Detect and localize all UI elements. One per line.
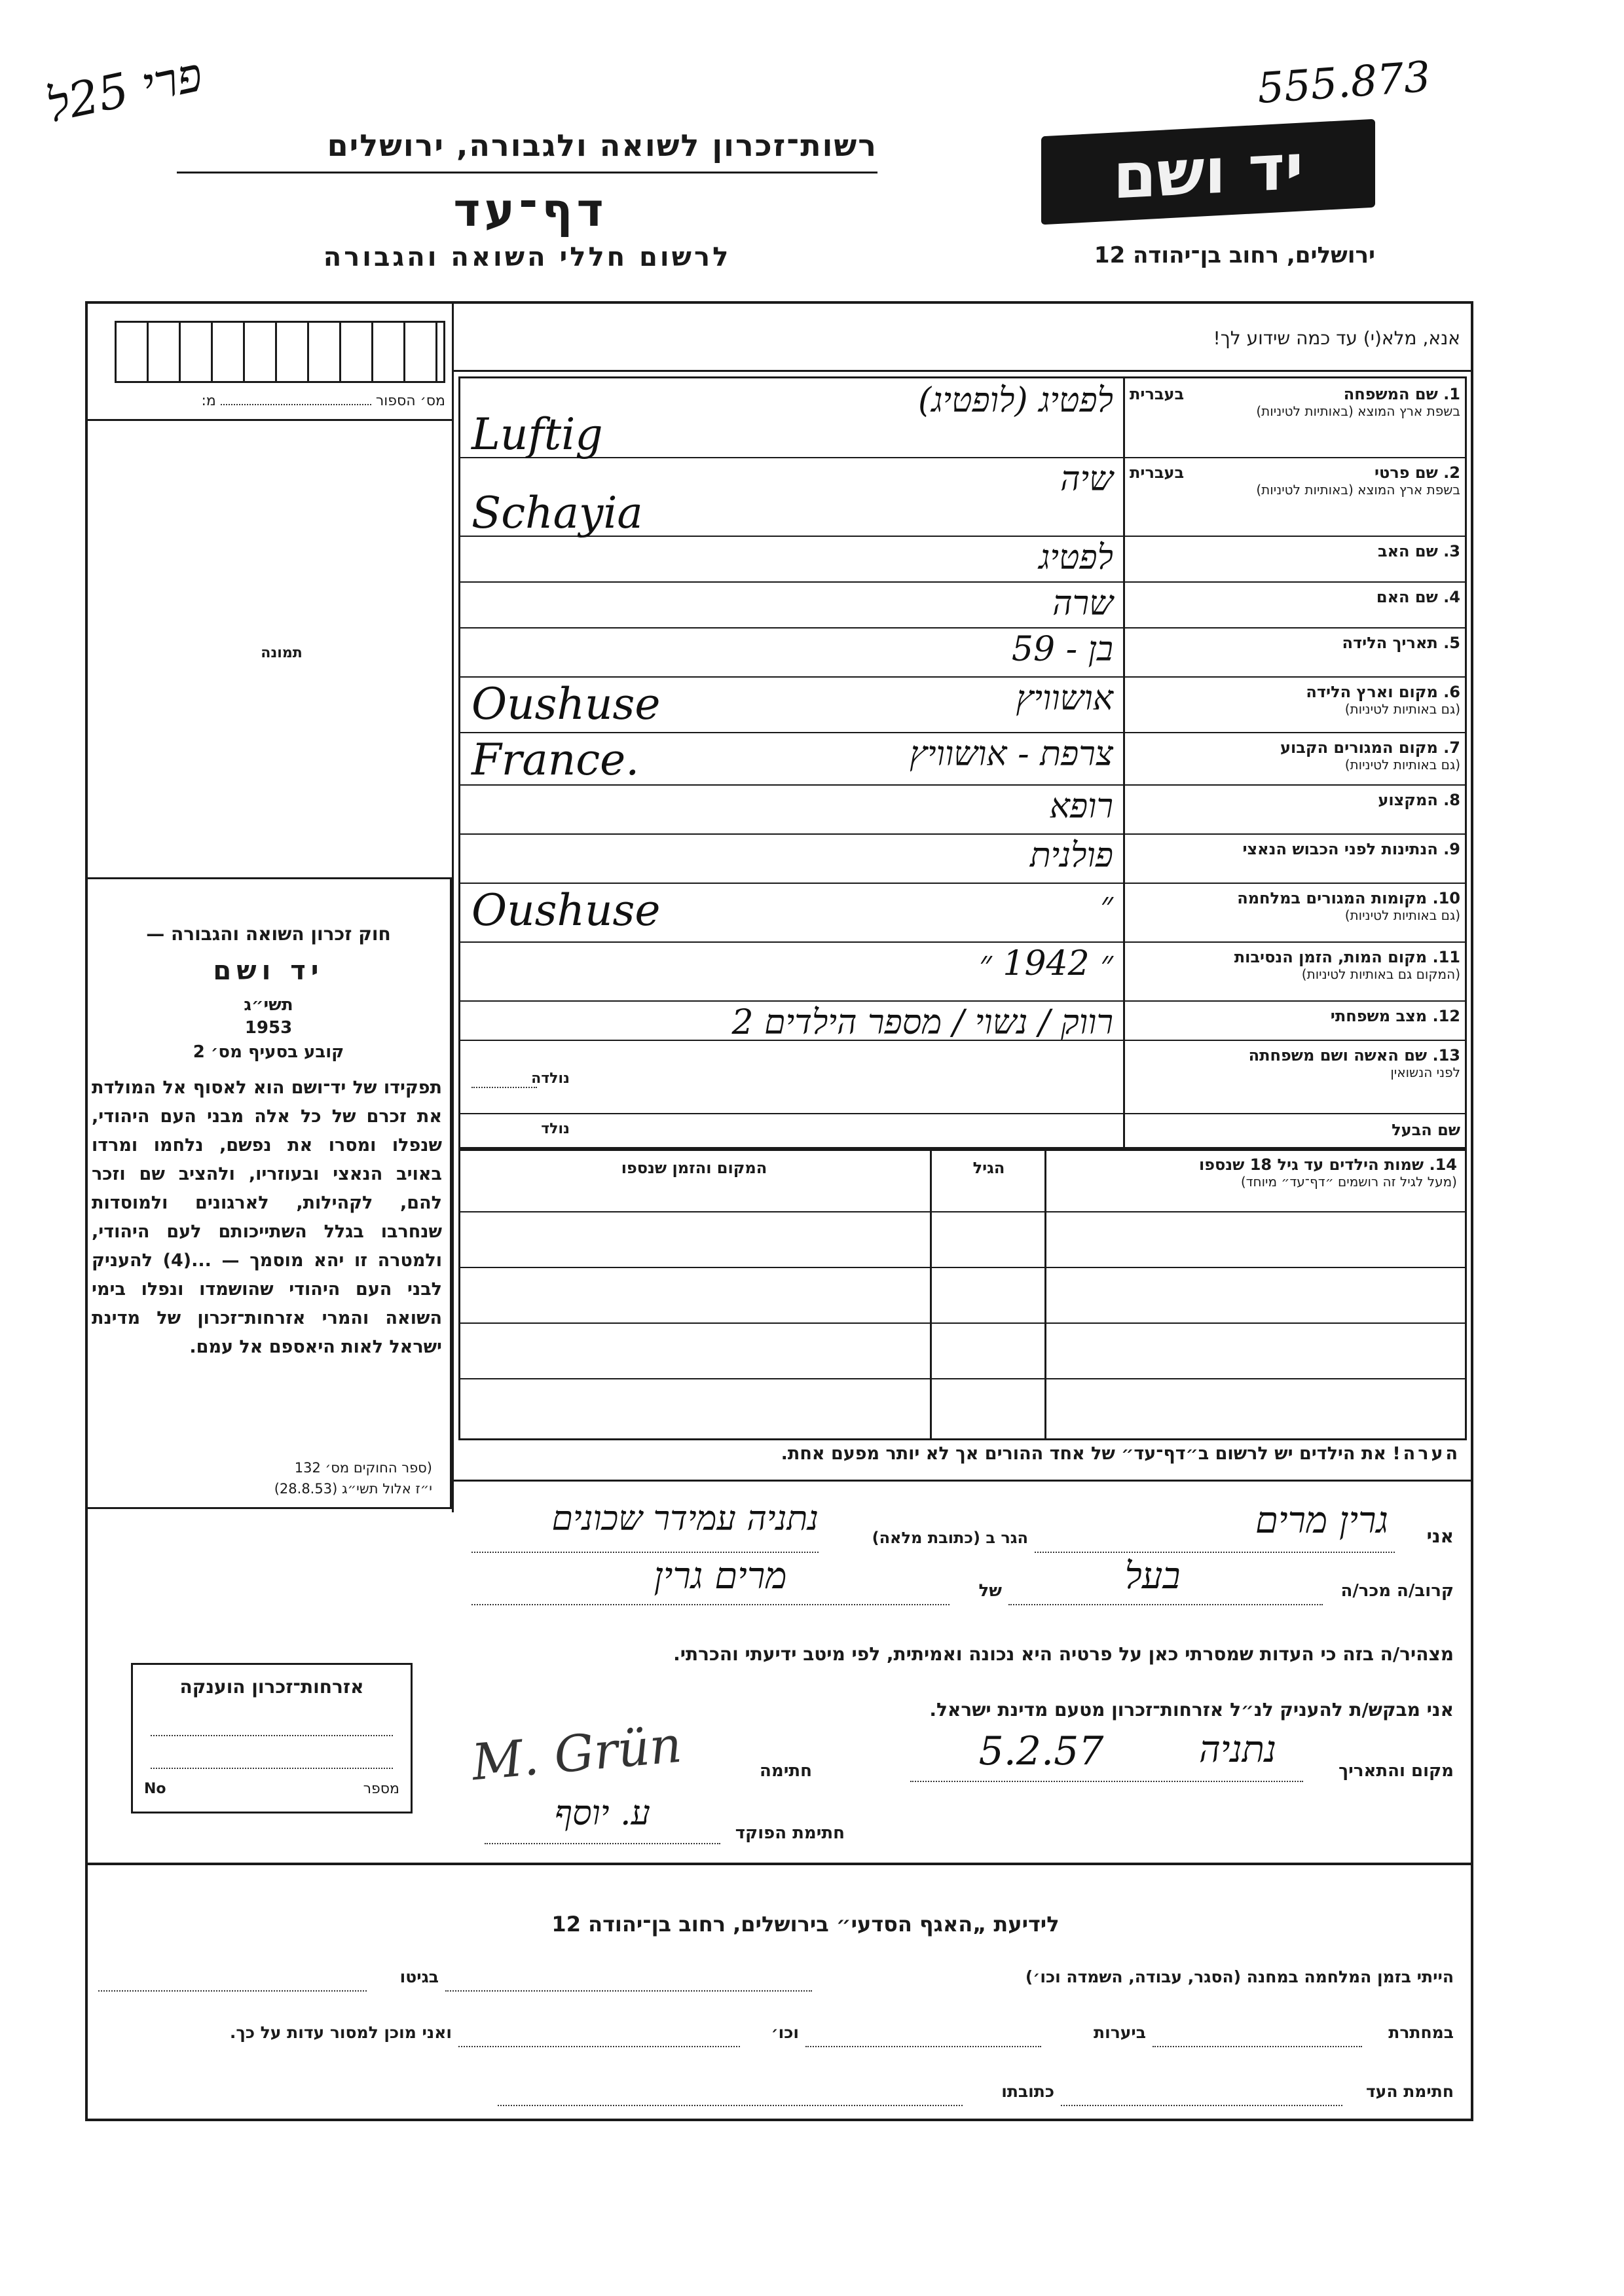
field-value-hebrew: צרפת - אושוויץ — [909, 735, 1113, 774]
relative-label: קרוב/ה מכר/ה — [1340, 1581, 1454, 1601]
certificate-no-label: No — [144, 1781, 166, 1797]
children-age-header: הגיל — [972, 1159, 1005, 1177]
field-title: מקום המות, הזמן הנסיבות — [1234, 948, 1428, 966]
field-label — [1130, 1046, 1460, 1065]
field-hebrew-tag: בעברית — [1130, 464, 1185, 482]
field-number: 10. — [1432, 889, 1460, 907]
note-text: את הילדים יש לרשום ב״דף־עד״ של אחד ההורים אך לא יותר מפעם אחת. — [781, 1444, 1386, 1464]
field-value-latin: France. — [471, 735, 640, 785]
field-sub: (גם באותיות לטיניות) — [1344, 907, 1460, 923]
field-number: 6. — [1443, 683, 1460, 701]
field-label — [1130, 1007, 1460, 1025]
husband-born-label: נולד — [541, 1121, 570, 1137]
footer-line1-dots-b — [98, 1990, 367, 1992]
field-label — [1130, 683, 1460, 701]
logo-text: יד ושם — [1113, 130, 1304, 213]
field-number: 3. — [1443, 542, 1460, 560]
field-label-block — [1130, 840, 1460, 858]
field-title: שם פרטי — [1374, 464, 1438, 482]
footer-line2-dots-a — [1153, 2046, 1362, 2047]
children-col2 — [1044, 1149, 1046, 1440]
photo-top-line — [85, 419, 452, 421]
place-date-label: מקום והתאריך — [1338, 1761, 1454, 1781]
children-sub: (מעל לגיל זה רושמים ״דף־עד״ מיוחד) — [1240, 1174, 1457, 1190]
field-title: שם האשה ושם משפחתה — [1248, 1046, 1428, 1065]
field-value-hebrew: אושוויץ — [1016, 679, 1113, 718]
photo-label: תמונה — [261, 645, 303, 661]
header-authority-underline — [177, 172, 877, 173]
intro-line — [452, 370, 1473, 372]
declaration-resides-label: הגר ב (כתובת מלאה) — [872, 1529, 1028, 1547]
field-value-latin: Oushuse — [471, 679, 661, 729]
declaration-address-line — [471, 1552, 819, 1553]
field-number: 11. — [1432, 948, 1460, 966]
field-label — [1130, 385, 1460, 403]
footer-line3-a: חתימת העד — [1365, 2082, 1454, 2101]
certificate-number-label: מספר — [363, 1781, 399, 1797]
husband-label: שם הבעל — [1392, 1121, 1460, 1139]
wife-born-text: נולדה — [531, 1070, 570, 1087]
field-value-hebrew: ״ — [1100, 885, 1113, 924]
law-year-heb: תשי״ג — [244, 995, 293, 1015]
of-label: של — [978, 1581, 1002, 1601]
field-title: הנתינות לפני הכבוש הנאצי — [1242, 840, 1438, 858]
children-num: 14. — [1429, 1156, 1457, 1174]
children-label: שמות הילדים עד גיל 18 שנספו — [1198, 1156, 1424, 1174]
record-number-label — [115, 393, 445, 409]
field-value-hebrew: ״ 1942 ״ — [979, 944, 1113, 983]
field-sub: בשפת ארץ המוצא (באותיות לטיניות) — [1256, 482, 1460, 498]
field-value-hebrew: בן - 59 — [1011, 630, 1113, 669]
field-number: 8. — [1443, 791, 1460, 809]
field-title: מקום המגורים הקבוע — [1280, 738, 1438, 757]
law-section: קובע בסעיף מס׳ 2 — [193, 1042, 344, 1062]
field-value-latin: Oushuse — [471, 885, 661, 936]
field-number: 12. — [1432, 1007, 1460, 1025]
field-label — [1130, 464, 1460, 482]
field-sub: (המקום גם באותיות לטיניות) — [1301, 966, 1460, 982]
declaration-address-value: נתניה עמידר שכונים — [551, 1499, 819, 1539]
wife-born-line — [471, 1087, 537, 1088]
certificate-line-1 — [151, 1735, 393, 1736]
declaration-i-value: גרין מרים — [1255, 1499, 1388, 1542]
logo — [1041, 119, 1375, 225]
children-title — [1048, 1156, 1457, 1190]
page-subtitle: לרשום חללי השואה והגבורה — [323, 242, 731, 272]
footer-line2-d: ואני מוכן למסור עדות על כך. — [229, 2023, 452, 2042]
field-label-block — [1130, 1046, 1460, 1080]
signature-label: חתימה — [760, 1761, 812, 1781]
footer-line3-dots-b — [498, 2105, 963, 2106]
footer-line1-a: הייתי בזמן המלחמה במחנה (הסגר, עבודה, השמדה וכו׳) — [1025, 1967, 1454, 1986]
field-title: מקום וארץ הלידה — [1306, 683, 1438, 701]
of-line — [471, 1604, 950, 1605]
field-row-line — [458, 581, 1467, 583]
field-value-hebrew: פולנית — [1029, 836, 1113, 875]
record-number-text: מס׳ הספור — [375, 393, 445, 409]
field-row-line — [458, 1000, 1467, 1002]
corner-note-left: פרי 25ל — [41, 46, 208, 134]
field-label — [1130, 634, 1460, 652]
footer-divider — [85, 1863, 1473, 1865]
field-label-block — [1130, 588, 1460, 606]
place-date-line — [910, 1781, 1303, 1782]
field-value-latin: Schayia — [471, 488, 643, 538]
field-label — [1130, 948, 1460, 966]
law-year: 1953 — [244, 1018, 293, 1038]
field-label — [1130, 889, 1460, 907]
officer-value: ע. יוסף — [555, 1794, 650, 1833]
field-label-block — [1130, 683, 1460, 717]
children-col1 — [930, 1149, 932, 1440]
field-title: מצב משפחתי — [1330, 1007, 1428, 1025]
field-label — [1130, 588, 1460, 606]
field-number: 5. — [1443, 634, 1460, 652]
intro-text: אנא, מלא(י) עד כמה שידוע לך! — [1213, 327, 1460, 349]
footer-line2-dots-b — [805, 2046, 1041, 2047]
children-table — [458, 1149, 1467, 1440]
field-label-block — [1130, 948, 1460, 982]
field-value-hebrew: שרה — [1052, 584, 1113, 623]
footer-line1-b: בגיטו — [399, 1967, 439, 1986]
field-row-line — [458, 883, 1467, 884]
field-label — [1130, 542, 1460, 560]
law-body: תפקידו של יד־ושם הוא לאסוף אל המולדת את זכרם של כל אלה מבני העם היהודי, שנפלו ומסרו את נפשם, נלחמו ומרדו באויב הנאצי ובעוזריו, ולהציב שם וזכר להם, לקהילות, לארגונים ולמוסדות שנחרבו בגלל השתייכותם לעם היהודי, ולמטרה זו יהא מוסמך — ...(4) להעניק לבני העם היהודי שהושמדו ונפלו בימי השואה והמרי אזרחות־זכרון של מדינת ישראל לאות היאספם אל עמם. — [92, 1078, 443, 1357]
husband-row-line — [458, 1113, 1467, 1114]
footer-line2-c: וכו׳ — [771, 2023, 799, 2042]
law-title: חוק זכרון השואה והגבורה — — [146, 923, 391, 945]
field-value-hebrew: רווק / נשוי / מספר הילדים 2 — [731, 1003, 1113, 1042]
field-title: שם האם — [1376, 588, 1438, 606]
signature-value: M. Grün — [469, 1715, 684, 1792]
field-row-line — [458, 676, 1467, 678]
field-label-block — [1130, 542, 1460, 560]
field-title: שם האב — [1377, 542, 1438, 560]
field-label — [1130, 840, 1460, 858]
date-value: 5.2.57 — [978, 1728, 1104, 1774]
wife-born-label — [471, 1070, 570, 1087]
record-number-box — [115, 321, 445, 383]
field-title: תאריך הלידה — [1342, 634, 1438, 652]
field-number: 1. — [1443, 385, 1460, 403]
relative-line — [1008, 1604, 1323, 1605]
field-label-block — [1130, 791, 1460, 809]
field-value-hebrew: רופא — [1049, 787, 1113, 826]
certificate-title: אזרחות־זכרון הוענקה — [179, 1676, 364, 1698]
field-row-line — [458, 627, 1467, 629]
field-value-hebrew: שיה — [1060, 460, 1113, 499]
field-value-hebrew: לפטיג (לופטיג) — [918, 381, 1113, 420]
note-bottom-line — [452, 1480, 1473, 1482]
officer-line — [485, 1843, 720, 1844]
field-number: 7. — [1443, 738, 1460, 757]
field-hebrew-tag: בעברית — [1130, 385, 1185, 403]
declaration-i-line — [1035, 1552, 1395, 1553]
law-name: יד ושם — [213, 956, 324, 986]
declaration-i-label: אני — [1426, 1525, 1454, 1547]
field-title: המקצוע — [1378, 791, 1438, 809]
field-number: 9. — [1443, 840, 1460, 858]
field-row-line — [458, 833, 1467, 835]
children-row-1 — [458, 1211, 1467, 1212]
field-label-block — [1130, 385, 1460, 419]
note-row — [458, 1444, 1460, 1464]
header-authority: רשות־זכרון לשואה ולגבורה, ירושלים — [327, 128, 877, 163]
footer-line1-dots-a — [445, 1990, 812, 1992]
footer-line3-dots-a — [1061, 2105, 1342, 2106]
field-number: 4. — [1443, 588, 1460, 606]
of-value: מרים גרין — [654, 1555, 787, 1597]
law-ref-date: י״ז אלול תשי״ג (28.8.53) — [274, 1481, 432, 1497]
corner-note-right: 555.873 — [1255, 52, 1432, 114]
place-value: נתניה — [1198, 1728, 1277, 1771]
field-label-block — [1130, 1007, 1460, 1025]
field-label — [1130, 791, 1460, 809]
field-title: שם המשפחה — [1343, 385, 1438, 403]
footer-line3-b: כתובתו — [1001, 2082, 1054, 2101]
field-sub: בשפת ארץ המוצא (באותיות לטיניות) — [1256, 403, 1460, 419]
field-sub: לפני הנשואין — [1390, 1065, 1460, 1080]
page-title: דף־עד — [453, 183, 608, 237]
field-title: מקומות המגורים במלחמה — [1237, 889, 1428, 907]
children-row-2 — [458, 1267, 1467, 1268]
record-number-suffix: מ: — [201, 393, 216, 409]
footer-line2-b: ביערות — [1094, 2023, 1146, 2042]
children-row-4 — [458, 1378, 1467, 1379]
field-number: 2. — [1443, 464, 1460, 482]
field-value-hebrew: לפטיג — [1039, 538, 1113, 577]
footer-title: לידיעת „האגף הסדעי״ בירושלים, רחוב בן־יהודה 12 — [551, 1912, 1060, 1937]
declaration-request: אני מבקש/ת להעניק לנ״ל אזרחות־זכרון מטעם מדינת ישראל. — [929, 1699, 1454, 1721]
field-sub: (גם באותיות לטיניות) — [1344, 701, 1460, 717]
declaration-statement: מצהיר/ה בזה כי העדות שמסרתי כאן על פרטיה היא נכונה ואמיתית, לפי מיטב ידיעתי והכרתי. — [673, 1643, 1454, 1665]
field-label-block — [1130, 464, 1460, 498]
field-row-line — [458, 941, 1467, 943]
footer-line2-dots-c — [458, 2046, 740, 2047]
children-row-3 — [458, 1322, 1467, 1324]
footer-line2-a: במחתרת — [1388, 2023, 1454, 2042]
field-label-block — [1130, 634, 1460, 652]
field-label-block — [1130, 889, 1460, 923]
field-number: 13. — [1432, 1046, 1460, 1065]
field-sub: (גם באותיות לטיניות) — [1344, 757, 1460, 773]
children-place-header: המקום והזמן שנספו — [621, 1159, 767, 1177]
note-label: הערה! — [1392, 1444, 1460, 1464]
field-label-block — [1130, 738, 1460, 773]
law-ref: (ספר החוקים מס׳ 132 — [294, 1460, 432, 1476]
field-label — [1130, 738, 1460, 757]
header-address: ירושלים, רחוב בן־יהודה 12 — [1094, 242, 1375, 268]
relative-value: בעל — [1124, 1555, 1181, 1597]
officer-label: חתימת הפוקד — [735, 1823, 845, 1843]
fields-label-divider — [1123, 376, 1125, 1149]
certificate-line-2 — [151, 1768, 393, 1769]
field-row-line — [458, 732, 1467, 733]
field-value-latin: Luftig — [471, 409, 603, 460]
col-divider — [452, 301, 454, 1512]
